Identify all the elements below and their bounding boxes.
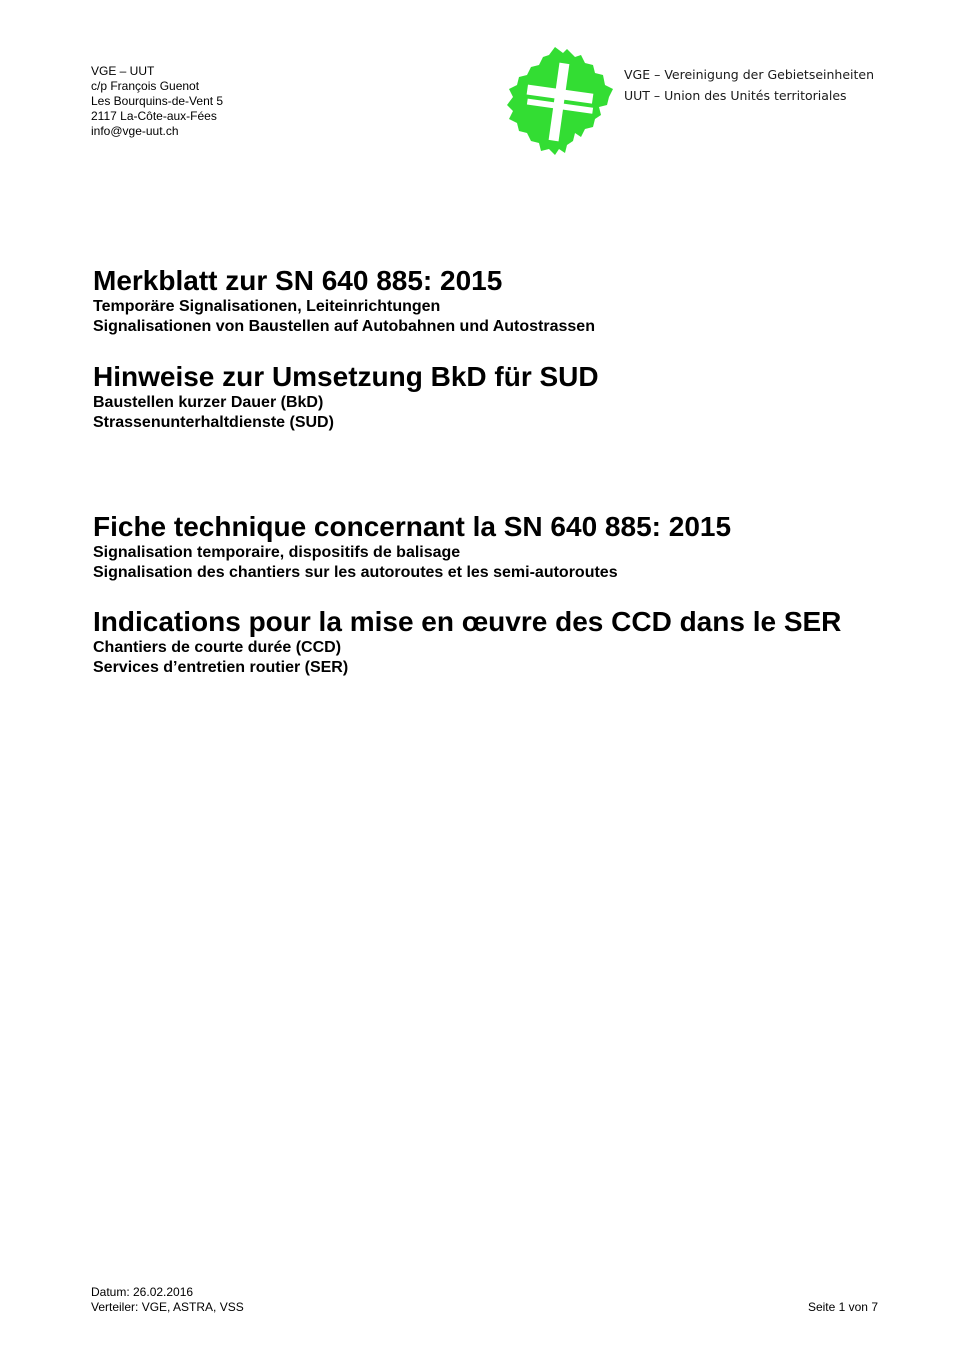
section-subtitle: Chantiers de courte durée (CCD) bbox=[93, 639, 342, 656]
section-subtitle: Baustellen kurzer Dauer (BkD) bbox=[93, 394, 324, 411]
section-fiche-technique bbox=[93, 511, 731, 583]
organization-names bbox=[624, 64, 874, 106]
footer-meta bbox=[91, 1285, 244, 1315]
section-title: Fiche technique concernant la SN 640 885: 2015 bbox=[93, 511, 732, 542]
sender-email: info@vge-uut.ch bbox=[91, 124, 179, 138]
sender-line: c/p François Guenot bbox=[91, 79, 200, 93]
sender-address bbox=[91, 64, 223, 139]
organization-de: VGE – Vereinigung der Gebietseinheiten bbox=[624, 67, 875, 82]
section-indications bbox=[93, 606, 841, 678]
section-subtitle: Services d’entretien routier (SER) bbox=[93, 659, 349, 676]
page-number: Seite 1 von 7 bbox=[807, 1300, 878, 1314]
sender-line: 2117 La-Côte-aux-Fées bbox=[91, 109, 217, 123]
organization-fr: UUT – Union des Unités territoriales bbox=[624, 88, 847, 103]
section-subtitle: Strassenunterhaltdienste (SUD) bbox=[93, 414, 334, 431]
sender-line: VGE – UUT bbox=[91, 64, 155, 78]
section-merkblatt bbox=[93, 265, 595, 337]
footer-date: Datum: 26.02.2016 bbox=[91, 1285, 194, 1299]
section-title: Merkblatt zur SN 640 885: 2015 bbox=[93, 265, 503, 296]
section-subtitle: Temporäre Signalisationen, Leiteinrichtungen bbox=[93, 298, 441, 315]
section-subtitle: Signalisationen von Baustellen auf Autobahnen und Autostrassen bbox=[93, 318, 595, 335]
green-map-cross-logo-icon bbox=[505, 45, 615, 157]
section-hinweise bbox=[93, 361, 599, 433]
footer-distribution: Verteiler: VGE, ASTRA, VSS bbox=[91, 1300, 244, 1314]
section-title: Hinweise zur Umsetzung BkD für SUD bbox=[93, 361, 599, 392]
section-subtitle: Signalisation des chantiers sur les autoroutes et les semi-autoroutes bbox=[93, 564, 618, 581]
section-title: Indications pour la mise en œuvre des CCD dans le SER bbox=[93, 606, 842, 637]
sender-line: Les Bourquins-de-Vent 5 bbox=[91, 94, 224, 108]
section-subtitle: Signalisation temporaire, dispositifs de balisage bbox=[93, 544, 461, 561]
